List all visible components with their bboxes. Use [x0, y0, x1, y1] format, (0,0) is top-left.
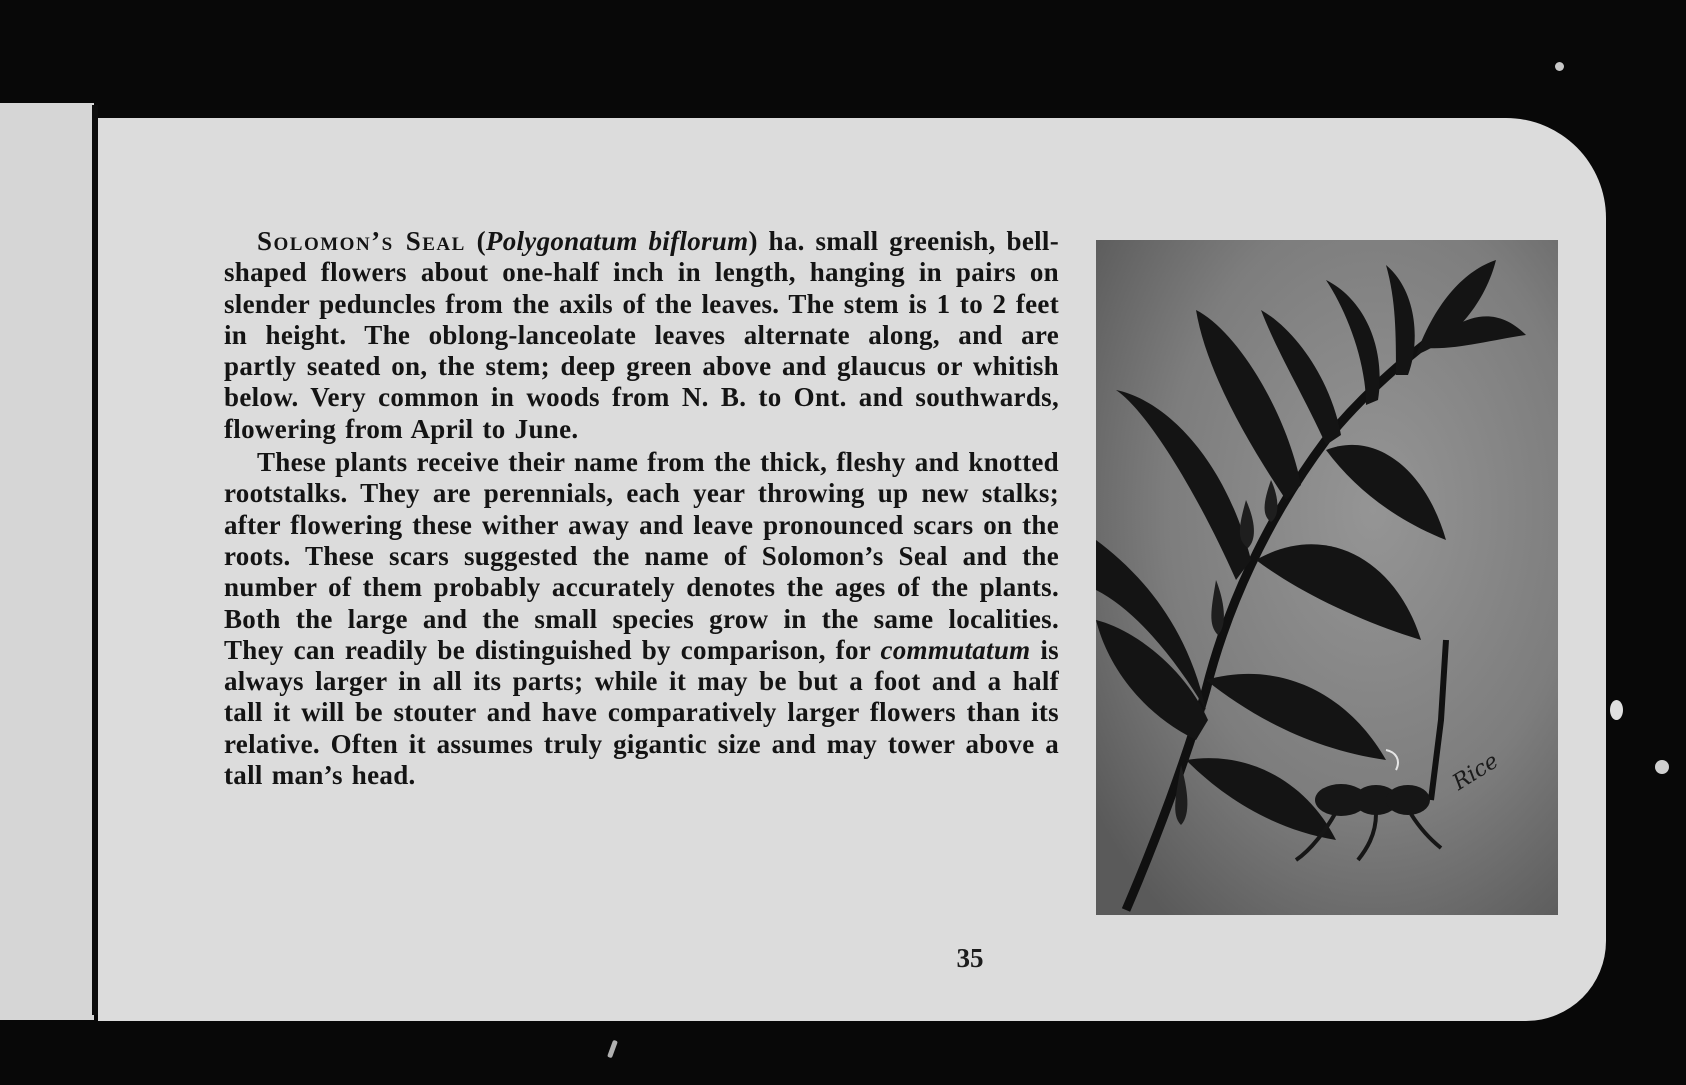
- text-span: is always larger in all its parts; while it may be but a foot and a half tall it will be stouter and have comparatively larger flowers than its relative. Often it assumes truly gigantic size and may tower above a tall man’s head.: [224, 634, 1059, 791]
- artist-signature: Rice: [1448, 748, 1504, 796]
- dust-speck: [607, 1040, 618, 1059]
- species-epithet: commutatum: [880, 634, 1031, 665]
- paragraph-1: [224, 226, 1059, 445]
- body-text: [224, 226, 1059, 791]
- plant-drawing: [1096, 240, 1558, 915]
- paragraph-2: [224, 447, 1059, 791]
- text-span: ) ha. small greenish, bell-shaped flowers about one-half inch in length, hanging in pairs on slender peduncles from the axils of the leaves. The stem is 1 to 2 feet in height. The oblong-lanceolate leaves alternate along, and are partly seated on, the stem; deep green above and glaucus or whitish below. Very common in woods from N. B. to Ont. and southwards, flowering from April to June.: [224, 226, 1060, 444]
- dust-speck: [1655, 760, 1669, 774]
- species-scientific-name: Polygonatum biflorum: [485, 226, 749, 256]
- text-span: (: [465, 226, 486, 256]
- left-page-edge: [0, 103, 94, 1020]
- page-number: 35: [956, 943, 984, 973]
- dust-speck: [1555, 62, 1564, 71]
- plant-illustration: [1096, 240, 1558, 915]
- dust-speck: [1610, 700, 1623, 720]
- text-span: These plants receive their name from the thick, fleshy and knotted rootstalks. They are perennials, each year throwing up new stalks; after flowering these wither away and leave pronounced scars on the roots. These scars suggested the name of Solomon’s Seal and the number of them probably accurately denotes the ages of the plants. Both the large and the small species grow in the same localities. They can readily be distinguished by comparison, for: [224, 447, 1059, 665]
- species-common-name: Solomon’s Seal: [257, 226, 466, 256]
- book-page: [98, 118, 1606, 1021]
